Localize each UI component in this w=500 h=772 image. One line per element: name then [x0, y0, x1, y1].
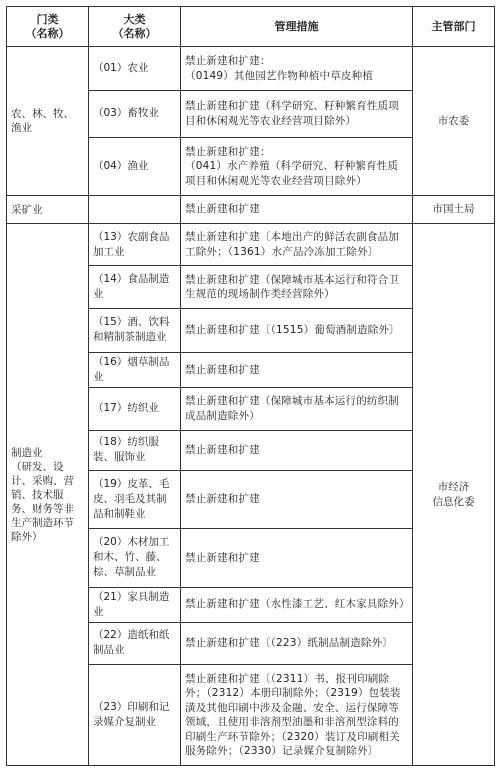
division-cell: （13）农副食品加工业	[89, 224, 181, 266]
department-cell: 市经济 信息化委	[413, 224, 495, 766]
header-measures: 管理措施	[181, 7, 413, 47]
measures-cell: 禁止新建和扩建（科学研究、籽种繁育性质项目和休闲观光等农业经营项目除外）	[181, 91, 413, 137]
category-cell: 采矿业	[7, 196, 89, 224]
header-department: 主管部门	[413, 7, 495, 47]
division-cell: （19）皮革、毛皮、羽毛及其制品和制鞋业	[89, 470, 181, 528]
division-cell: （20）木材加工和木、竹、藤、棕、草制品业	[89, 529, 181, 587]
measures-cell: 禁止新建和扩建〔（2311）书、报刊印刷除外；（2312）本册印制除外；（2319）包装装潢及其他印刷中涉及金融、安全、运行保障等领域，且使用非溶剂型油墨和非溶剂型涂料的印刷生产环节除外；（2320）装订及印刷相关服务除外；（2330）记录媒介复制除外〕	[181, 665, 413, 766]
division-cell	[89, 196, 181, 224]
table-row	[7, 47, 495, 91]
department-cell: 市国土局	[413, 196, 495, 224]
department-cell: 市农委	[413, 47, 495, 196]
industry-management-table	[6, 6, 495, 766]
table-row	[7, 196, 495, 224]
division-cell: （22）造纸和纸制品业	[89, 622, 181, 664]
division-cell: （21）家具制造业	[89, 587, 181, 622]
division-cell: （04）渔业	[89, 137, 181, 195]
division-cell: （17）纺织业	[89, 388, 181, 430]
measures-cell: 禁止新建和扩建〔（1515）葡萄酒制造除外〕	[181, 308, 413, 352]
measures-cell: 禁止新建和扩建	[181, 196, 413, 224]
measures-cell: 禁止新建和扩建〔（223）纸制品制造除外〕	[181, 622, 413, 664]
division-cell: （15）酒、饮料和精制茶制造业	[89, 308, 181, 352]
measures-cell: 禁止新建和扩建	[181, 529, 413, 587]
header-category: 门类 （名称）	[7, 7, 89, 47]
measures-cell: 禁止新建和扩建： （0149）其他园艺作物种植中草皮种植	[181, 47, 413, 91]
division-cell: （16）烟草制品业	[89, 353, 181, 388]
division-cell: （03）畜牧业	[89, 91, 181, 137]
division-cell: （01）农业	[89, 47, 181, 91]
category-cell: 制造业 （研发、设计、采购、营销、技术服务、财务等非生产制造环节除外）	[7, 224, 89, 766]
measures-cell: 禁止新建和扩建： （041）水产养殖（科学研究、籽种繁育性质项目和休闲观光等农业经营项目除外）	[181, 137, 413, 195]
header-row	[7, 7, 495, 47]
measures-cell: 禁止新建和扩建（保障城市基本运行的纺织制成品制造除外）	[181, 388, 413, 430]
division-cell: （23）印刷和记录媒介复制业	[89, 665, 181, 766]
division-cell: （14）食品制造业	[89, 266, 181, 308]
measures-cell: 禁止新建和扩建（水性漆工艺、红木家具除外）	[181, 587, 413, 622]
table-row	[7, 224, 495, 266]
category-cell: 农、林、牧、渔业	[7, 47, 89, 196]
measures-cell: 禁止新建和扩建	[181, 470, 413, 528]
measures-cell: 禁止新建和扩建	[181, 430, 413, 470]
measures-cell: 禁止新建和扩建	[181, 353, 413, 388]
measures-cell: 禁止新建和扩建（保障城市基本运行和符合卫生规范的现场制作类经营除外）	[181, 266, 413, 308]
measures-cell: 禁止新建和扩建〔本地出产的鲜活农副食品加工除外；（1361）水产品冷冻加工除外〕	[181, 224, 413, 266]
header-division: 大类 （名称）	[89, 7, 181, 47]
division-cell: （18）纺织服装、服饰业	[89, 430, 181, 470]
